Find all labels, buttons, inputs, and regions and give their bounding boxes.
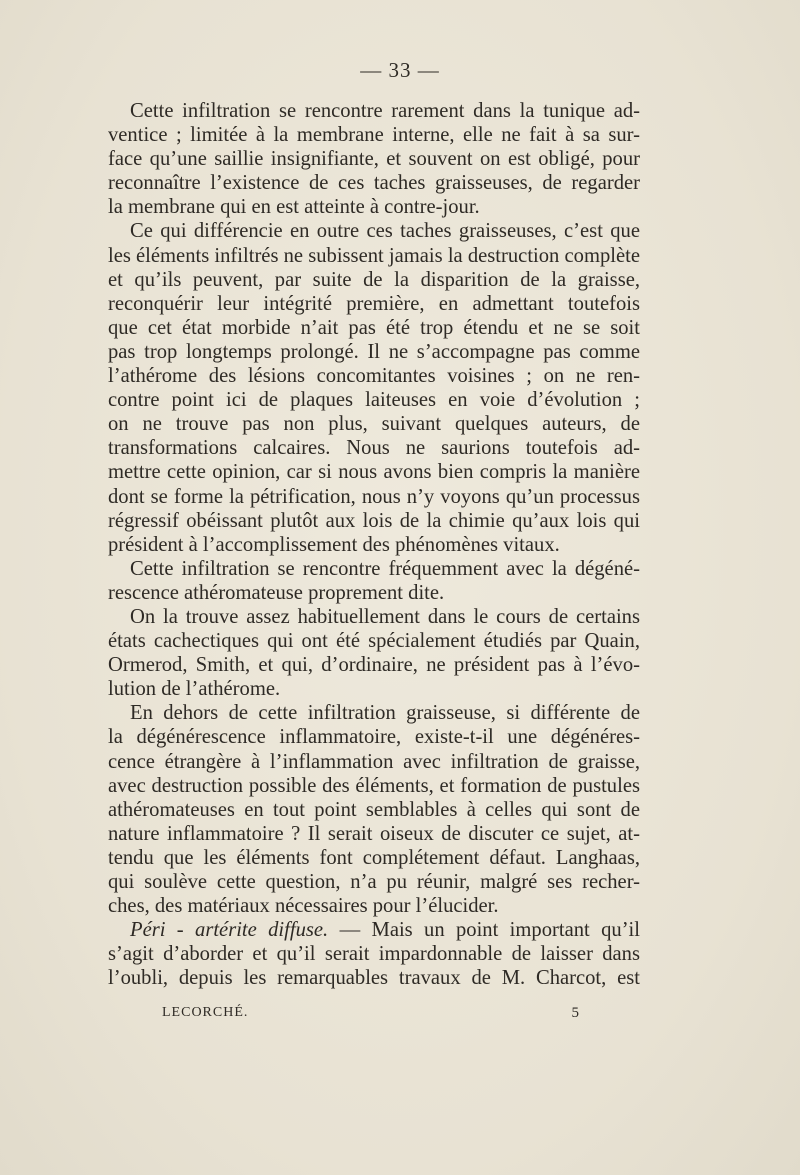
text-line: président à l’accomplissement des phénomènes vitaux.: [108, 533, 560, 556]
text-line: reconquérir leur intégrité première, en admettant toutefois: [108, 292, 640, 315]
text-line: l’oubli, depuis les remarquables travaux de M. Charcot, est: [108, 967, 640, 990]
text-line: tendu que les éléments font complétement défaut. Langhaas,: [108, 846, 640, 869]
page-number-header: — 33 —: [360, 58, 440, 82]
text-line: reconnaître l’existence de ces taches graisseuses, de regarder: [108, 172, 640, 195]
section-heading-italic: Péri - artérite diffuse.: [130, 919, 329, 942]
printer-signature: LECORCHÉ.: [162, 1005, 249, 1020]
text-line: ches, des matériaux nécessaires pour l’élucider.: [108, 895, 499, 918]
text-line: cence étrangère à l’inflammation avec infiltration de graisse,: [108, 750, 640, 773]
text-line: états cachectiques qui ont été spécialement étudiés par Quain,: [108, 630, 640, 653]
text-line: et qu’ils peuvent, par suite de la disparition de la graisse,: [108, 268, 640, 291]
text-line: Ormerod, Smith, et qui, d’ordinaire, ne président pas à l’évo-: [108, 654, 640, 677]
text-line: la dégénérescence inflammatoire, existe-t-il une dégénéres-: [108, 726, 640, 749]
text-line: la membrane qui en est atteinte à contre-jour.: [108, 196, 480, 219]
text-line: avec destruction possible des éléments, et formation de pustules: [108, 774, 640, 797]
text-line: ventice ; limitée à la membrane interne, elle ne fait à sa sur-: [108, 124, 640, 147]
text-line: on ne trouve pas non plus, suivant quelques auteurs, de: [108, 413, 640, 436]
text-line: dont se forme la pétrification, nous n’y voyons qu’un processus: [108, 485, 640, 508]
text-line: régressif obéissant plutôt aux lois de la chimie qu’aux lois qui: [108, 509, 640, 532]
signature-number: 5: [571, 1005, 580, 1021]
text-line: lution de l’athérome.: [108, 678, 281, 701]
text-line: nature inflammatoire ? Il serait oiseux de discuter ce sujet, at-: [108, 822, 640, 845]
text-line: face qu’une saillie insignifiante, et souvent on est obligé, pour: [108, 148, 640, 171]
text-line: On la trouve assez habituellement dans le cours de certains: [130, 605, 640, 628]
text-line: transformations calcaires. Nous ne saurions toutefois ad-: [108, 437, 640, 460]
text-line: mettre cette opinion, car si nous avons bien compris la manière: [108, 461, 640, 484]
text-line: Ce qui différencie en outre ces taches graisseuses, c’est que: [130, 220, 640, 243]
body-text: [108, 99, 640, 990]
text-line: En dehors de cette infiltration graisseuse, si différente de: [130, 702, 640, 725]
text-line-rest: — Mais un point important qu’il: [339, 919, 640, 942]
text-line: [108, 918, 640, 942]
text-line: contre point ici de plaques laiteuses en voie d’évolution ;: [108, 389, 640, 412]
text-line: s’agit d’aborder et qu’il serait impardonnable de laisser dans: [108, 943, 640, 966]
text-line: pas trop longtemps prolongé. Il ne s’accompagne pas comme: [108, 340, 640, 363]
text-line: Cette infiltration se rencontre rarement dans la tunique ad-: [130, 100, 640, 122]
text-line: qui soulève cette question, n’a pu réunir, malgré ses recher-: [108, 871, 640, 893]
text-line: athéromateuses en tout point semblables à celles qui sont de: [108, 798, 640, 821]
text-line: que cet état morbide n’ait pas été trop étendu et ne se soit: [108, 316, 640, 339]
text-line: Cette infiltration se rencontre fréquemment avec la dégéné-: [130, 557, 640, 580]
text-line: les éléments infiltrés ne subissent jamais la destruction complète: [108, 244, 640, 267]
text-line: l’athérome des lésions concomitantes voisines ; on ne ren-: [108, 365, 640, 388]
text-line: rescence athéromateuse proprement dite.: [108, 581, 445, 604]
